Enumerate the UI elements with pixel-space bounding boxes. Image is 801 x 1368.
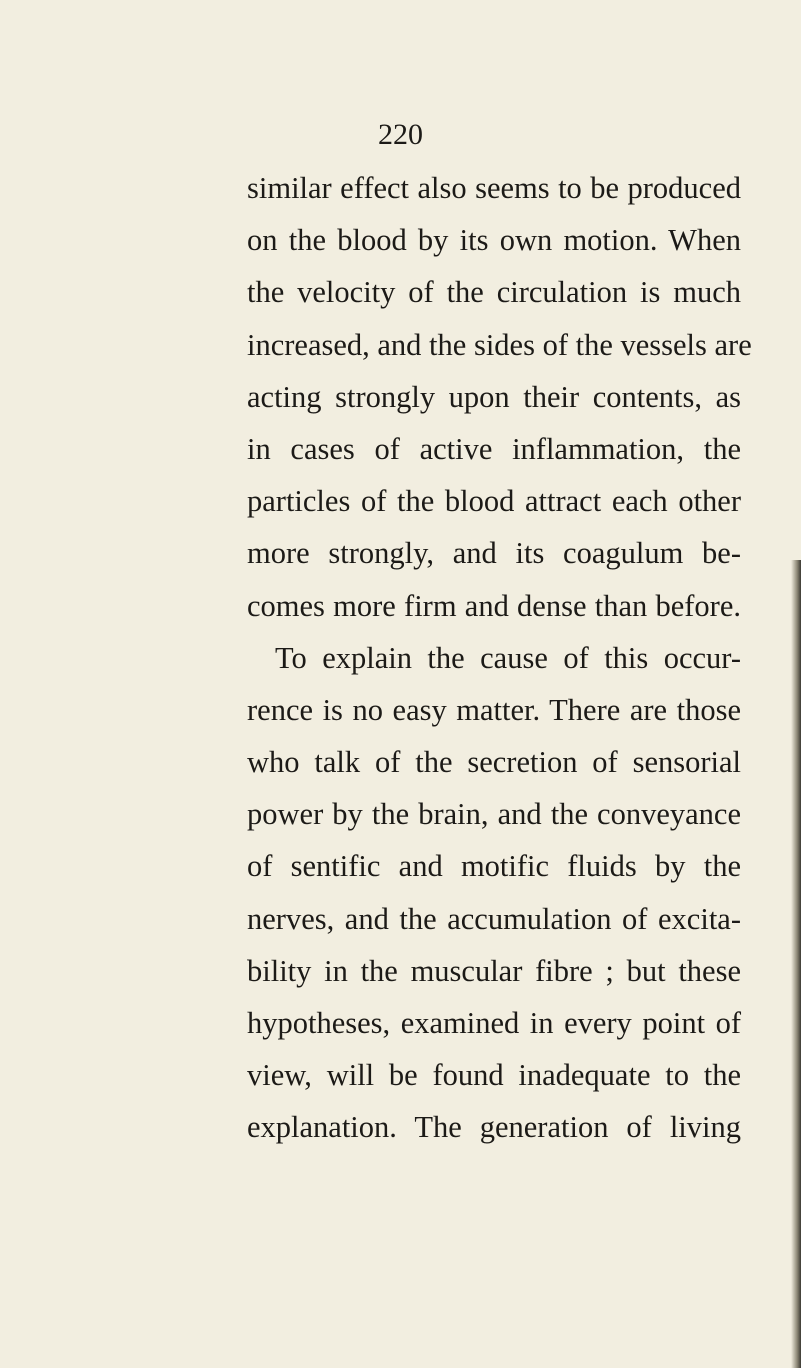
text-line: acting strongly upon their contents, as bbox=[247, 379, 741, 414]
text-line: hypotheses, examined in every point of bbox=[247, 1006, 741, 1040]
text-line: bility in the muscular fibre ; but these bbox=[247, 953, 741, 988]
text-line: particles of the blood attract each other bbox=[247, 484, 741, 519]
page-number: 220 bbox=[378, 118, 423, 151]
text-line: the velocity of the circulation is much bbox=[247, 275, 741, 310]
text-line: increased, and the sides of the vessels are bbox=[247, 327, 752, 362]
text-line: on the blood by its own motion. When bbox=[247, 223, 741, 258]
text-line: who talk of the secretion of sensorial bbox=[247, 745, 741, 780]
text-line: nerves, and the accumulation of excita- bbox=[247, 901, 741, 936]
text-line: of sentific and motific fluids by the bbox=[247, 849, 741, 884]
text-line: To explain the cause of this occur- bbox=[275, 640, 741, 675]
text-line: explanation. The generation of living bbox=[247, 1110, 741, 1145]
text-line: rence is no easy matter. There are those bbox=[247, 692, 741, 727]
text-line: similar effect also seems to be produced bbox=[247, 171, 741, 205]
text-line: comes more firm and dense than before. bbox=[247, 588, 741, 623]
text-line: view, will be found inadequate to the bbox=[247, 1058, 741, 1093]
page-edge-shadow bbox=[791, 560, 801, 1368]
body-text bbox=[247, 166, 752, 1158]
text-line: in cases of active inflammation, the bbox=[247, 431, 741, 466]
text-line: power by the brain, and the conveyance bbox=[247, 797, 741, 832]
text-line: more strongly, and its coagulum be- bbox=[247, 536, 741, 571]
